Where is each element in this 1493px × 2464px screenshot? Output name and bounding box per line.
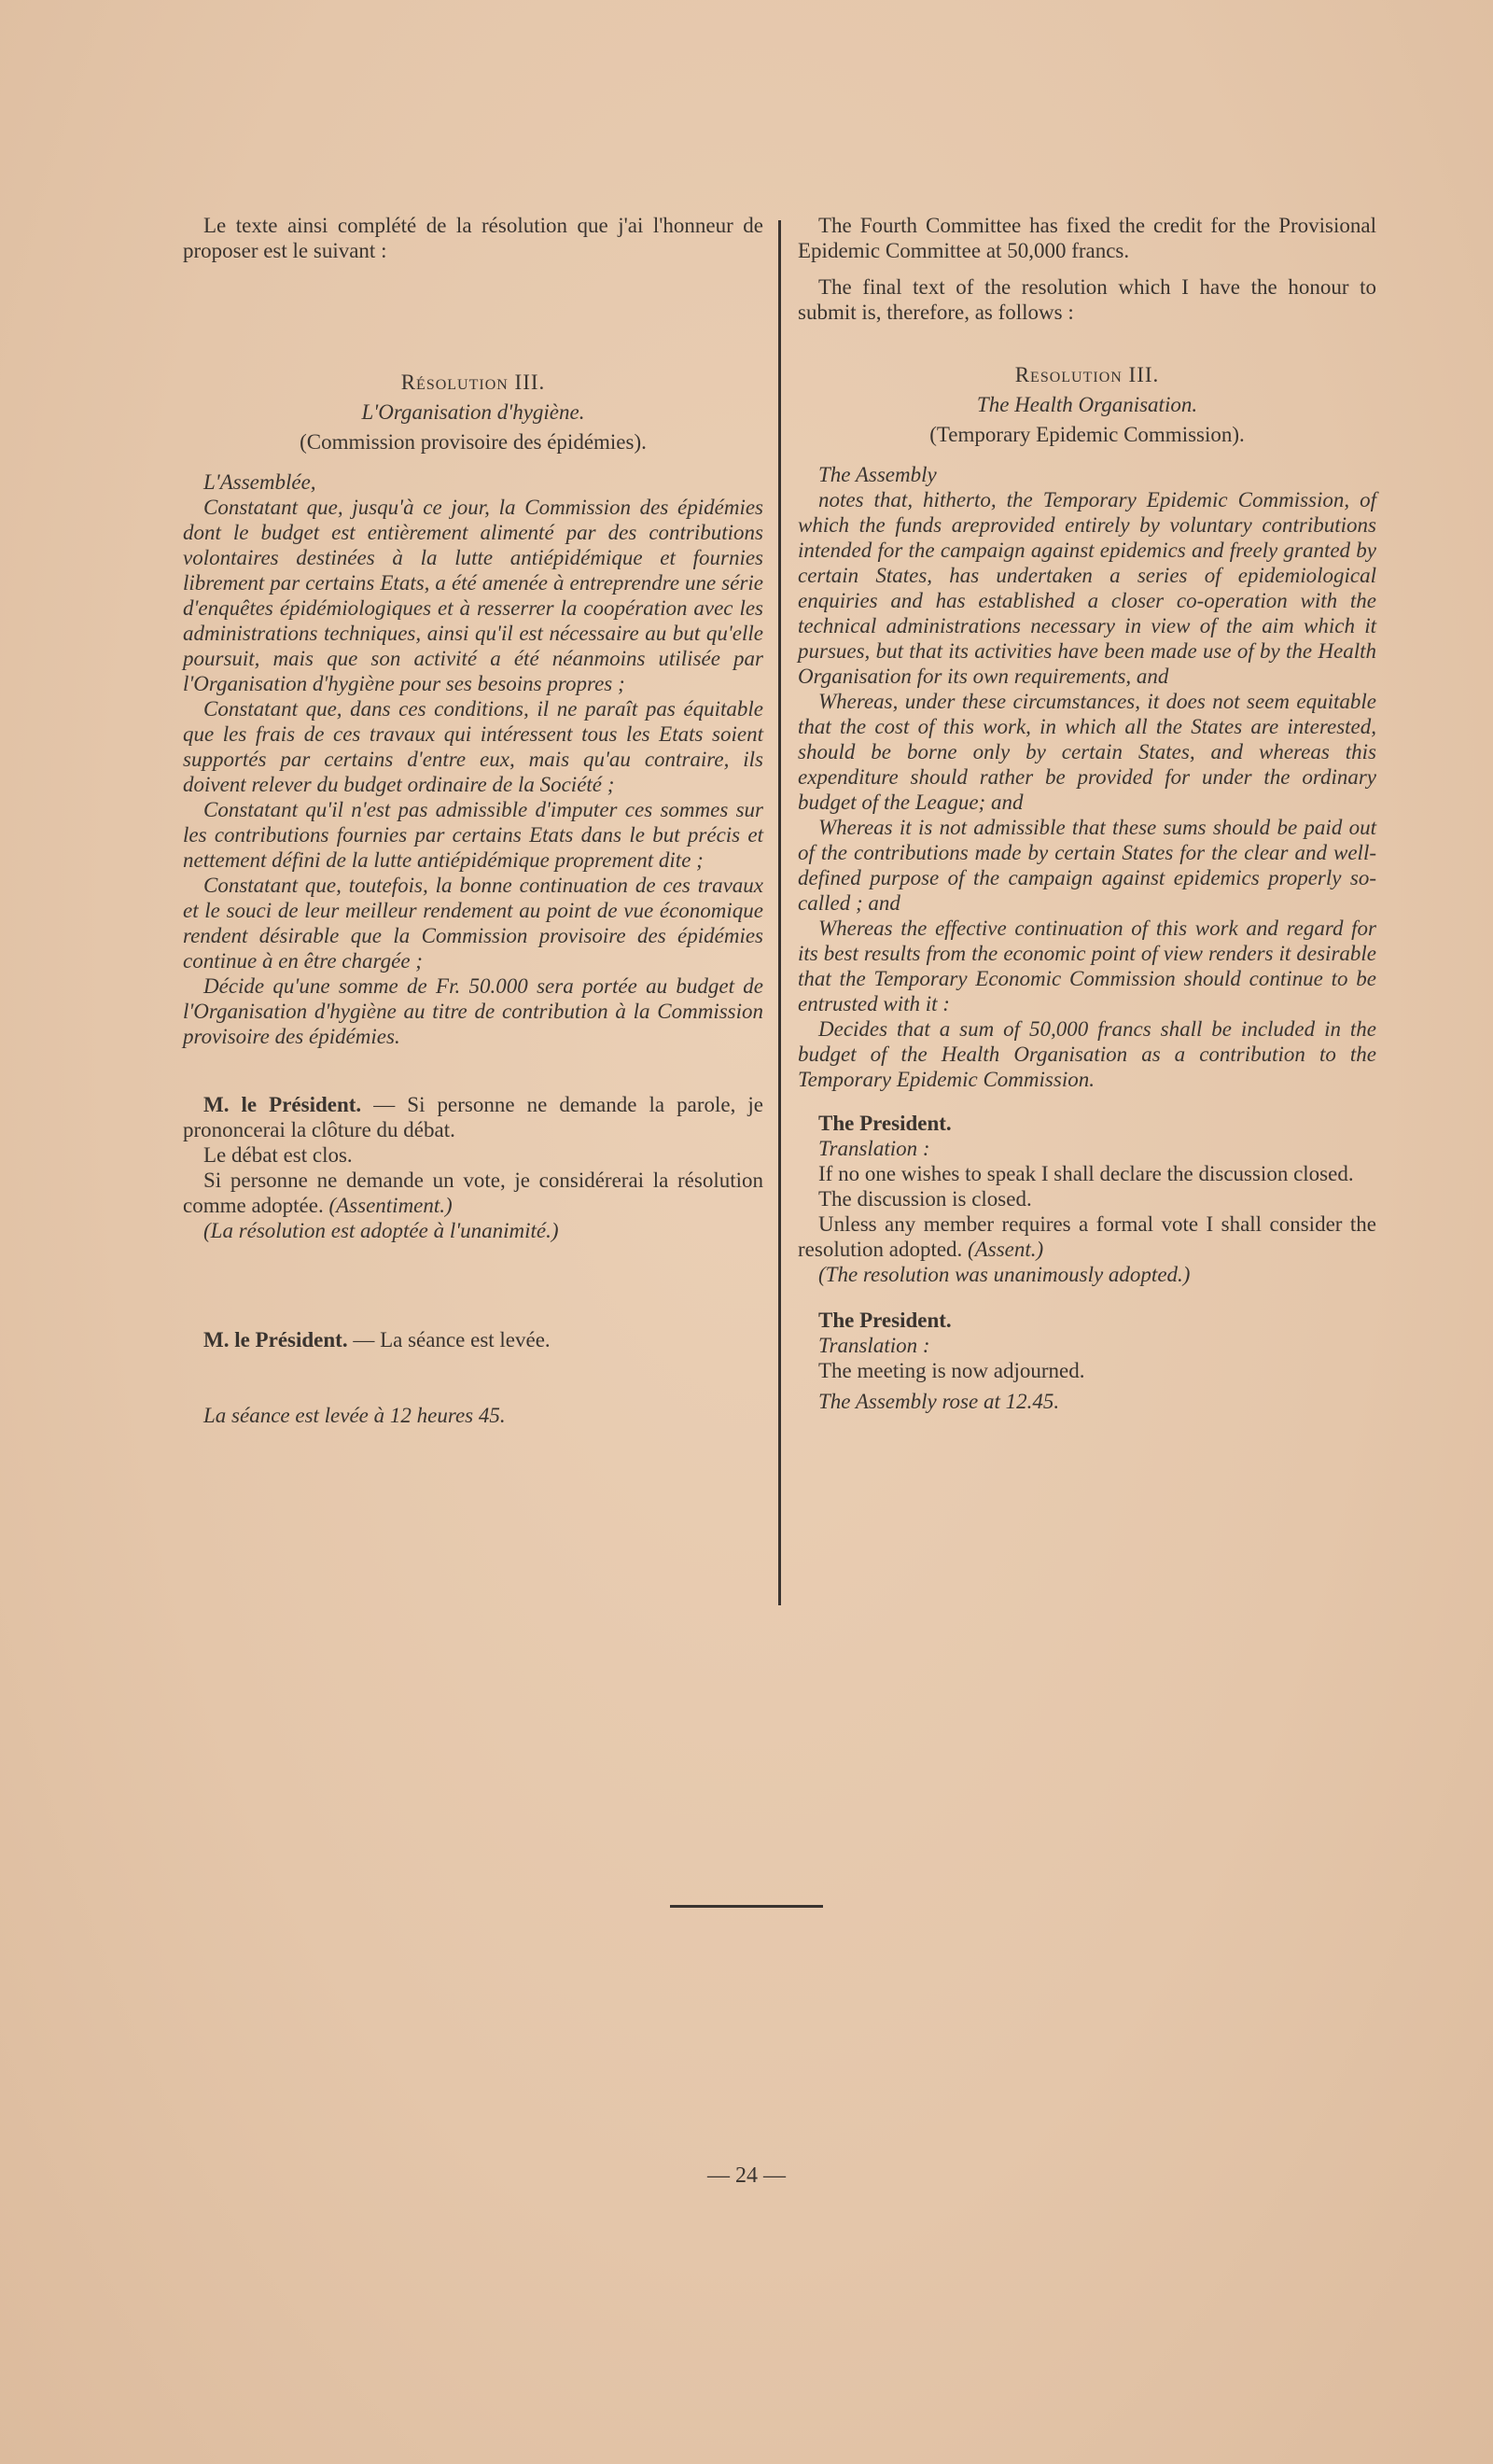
vote-text: Si personne ne demande un vote, je considérerai la résolution comme adoptée. — [183, 1169, 763, 1217]
resolution-parenthetical: (Temporary Epidemic Commission). — [929, 423, 1245, 446]
resolution-title: Résolution III. — [400, 371, 546, 394]
vote-statement — [798, 1211, 1376, 1262]
horizontal-rule — [670, 1905, 823, 1908]
english-column — [798, 213, 1376, 1414]
resolution-paragraph: Constatant que, dans ces conditions, il ne paraît pas équitable que les frais de ces travaux qui intéressent tous les Etats soient supportés par certains d'entre eux, mais qu'au contraire, ils doivent relever du budget ordinaire de la Société ; — [183, 697, 763, 796]
vote-statement — [183, 1168, 763, 1218]
debate-closed: Le débat est clos. — [203, 1143, 353, 1167]
intro-paragraph: The final text of the resolution which I have the honour to submit is, therefore, as follows : — [798, 275, 1376, 324]
resolution-paragraph: Constatant que, jusqu'à ce jour, la Commission des épidémies dont le budget est entièrement alimenté par des contributions volontaires destinées à la lutte antiépidémique et fournies librement par certains Etats, a été amenée à entreprendre une série d'enquêtes épidémiologiques et à resserrer la coopération avec les administrations techniques, ainsi qu'il est nécessaire au but qu'elle poursuit, mais que son activité a été néanmoins utilisée par l'Organisation d'hygiène pour ses besoins propres ; — [183, 496, 763, 695]
adopted-note: (The resolution was unanimously adopted.) — [818, 1263, 1191, 1286]
speaker-name: The President. — [818, 1309, 952, 1332]
speaker-name: M. le Président. — [203, 1093, 362, 1116]
intro-paragraph: Le texte ainsi complété de la résolution que j'ai l'honneur de proposer est le suivant : — [183, 214, 763, 262]
resolution-subtitle: L'Organisation d'hygiène. — [361, 400, 585, 424]
assembly-line: L'Assemblée, — [203, 470, 316, 494]
session-closed: The Assembly rose at 12.45. — [818, 1390, 1060, 1413]
adopted-note: (La résolution est adoptée à l'unanimité.) — [203, 1219, 559, 1242]
assent-note: (Assentiment.) — [328, 1194, 453, 1217]
debate-closed: The discussion is closed. — [818, 1187, 1032, 1211]
speaker-text: — Si personne ne demande la parole, je prononcerai la clôture du débat. — [183, 1093, 763, 1141]
discussion-statement: If no one wishes to speak I shall declare the discussion closed. — [818, 1162, 1354, 1185]
page-number: — 24 — — [707, 2163, 786, 2188]
column-divider — [778, 220, 781, 1605]
resolution-paragraph: Constatant qu'il n'est pas admissible d'imputer ces sommes sur les contributions fournies par certains Etats dans le but précis et nettement défini de la lutte antiépidémique proprement dite ; — [183, 798, 763, 872]
resolution-paragraph: Décide qu'une somme de Fr. 50.000 sera portée au budget de l'Organisation d'hygiène au titre de contribution à la Commission provisoire des épidémies. — [183, 974, 763, 1048]
president-statement — [183, 1327, 763, 1352]
committee-paragraph: The Fourth Committee has fixed the credit for the Provisional Epidemic Committee at 50,000 francs. — [798, 214, 1376, 262]
speaker-name: M. le Président. — [203, 1328, 348, 1351]
resolution-paragraph: Whereas the effective continuation of this work and regard for its best results from the economic point of view renders it desirable that the Temporary Economic Commission should continue to be entrusted with it : — [798, 917, 1376, 1015]
resolution-parenthetical: (Commission provisoire des épidémies). — [300, 430, 647, 454]
translation-label: Translation : — [818, 1137, 930, 1160]
translation-label: Translation : — [818, 1334, 930, 1357]
assembly-line: The Assembly — [818, 463, 937, 486]
resolution-paragraph: Decides that a sum of 50,000 francs shall be included in the budget of the Health Organisation as a contribution to the Temporary Epidemic Commission. — [798, 1017, 1376, 1091]
resolution-paragraph: notes that, hitherto, the Temporary Epidemic Commission, of which the funds areprovided entirely by voluntary contributions intended for the campaign against epidemics and freely granted by certain States, has undertaken a series of epidemiological enquiries and has established a closer co-operation with the technical administrations necessary in view of the aim which it pursues, but that its activities have been made use of by the Health Organisation for its own requirements, and — [798, 488, 1376, 688]
resolution-paragraph: Constatant que, toutefois, la bonne continuation de ces travaux et le souci de leur meilleur rendement au point de vue économique rendent désirable que la Commission provisoire des épidémies continue à en être chargée ; — [183, 874, 763, 973]
resolution-title: Resolution III. — [1014, 363, 1160, 386]
resolution-paragraph: Whereas it is not admissible that these sums should be paid out of the contributions made by certain States for the clear and well-defined purpose of the campaign against epidemics properly so-called ; and — [798, 816, 1376, 915]
session-closed: La séance est levée à 12 heures 45. — [203, 1404, 506, 1427]
resolution-subtitle: The Health Organisation. — [976, 393, 1198, 416]
resolution-paragraph: Whereas, under these circumstances, it does not seem equitable that the cost of this work, in which all the States are interested, should be borne only by certain States, and whereas this expenditure should rather be provided for under the ordinary budget of the League; and — [798, 690, 1376, 814]
vote-text: Unless any member requires a formal vote I shall consider the resolution adopted. — [798, 1212, 1376, 1261]
president-statement — [183, 1092, 763, 1142]
speaker-name: The President. — [818, 1112, 952, 1135]
speaker-text: — La séance est levée. — [347, 1328, 551, 1351]
french-column — [183, 213, 763, 1428]
adjourned-statement: The meeting is now adjourned. — [818, 1359, 1085, 1382]
assent-note: (Assent.) — [968, 1238, 1044, 1261]
